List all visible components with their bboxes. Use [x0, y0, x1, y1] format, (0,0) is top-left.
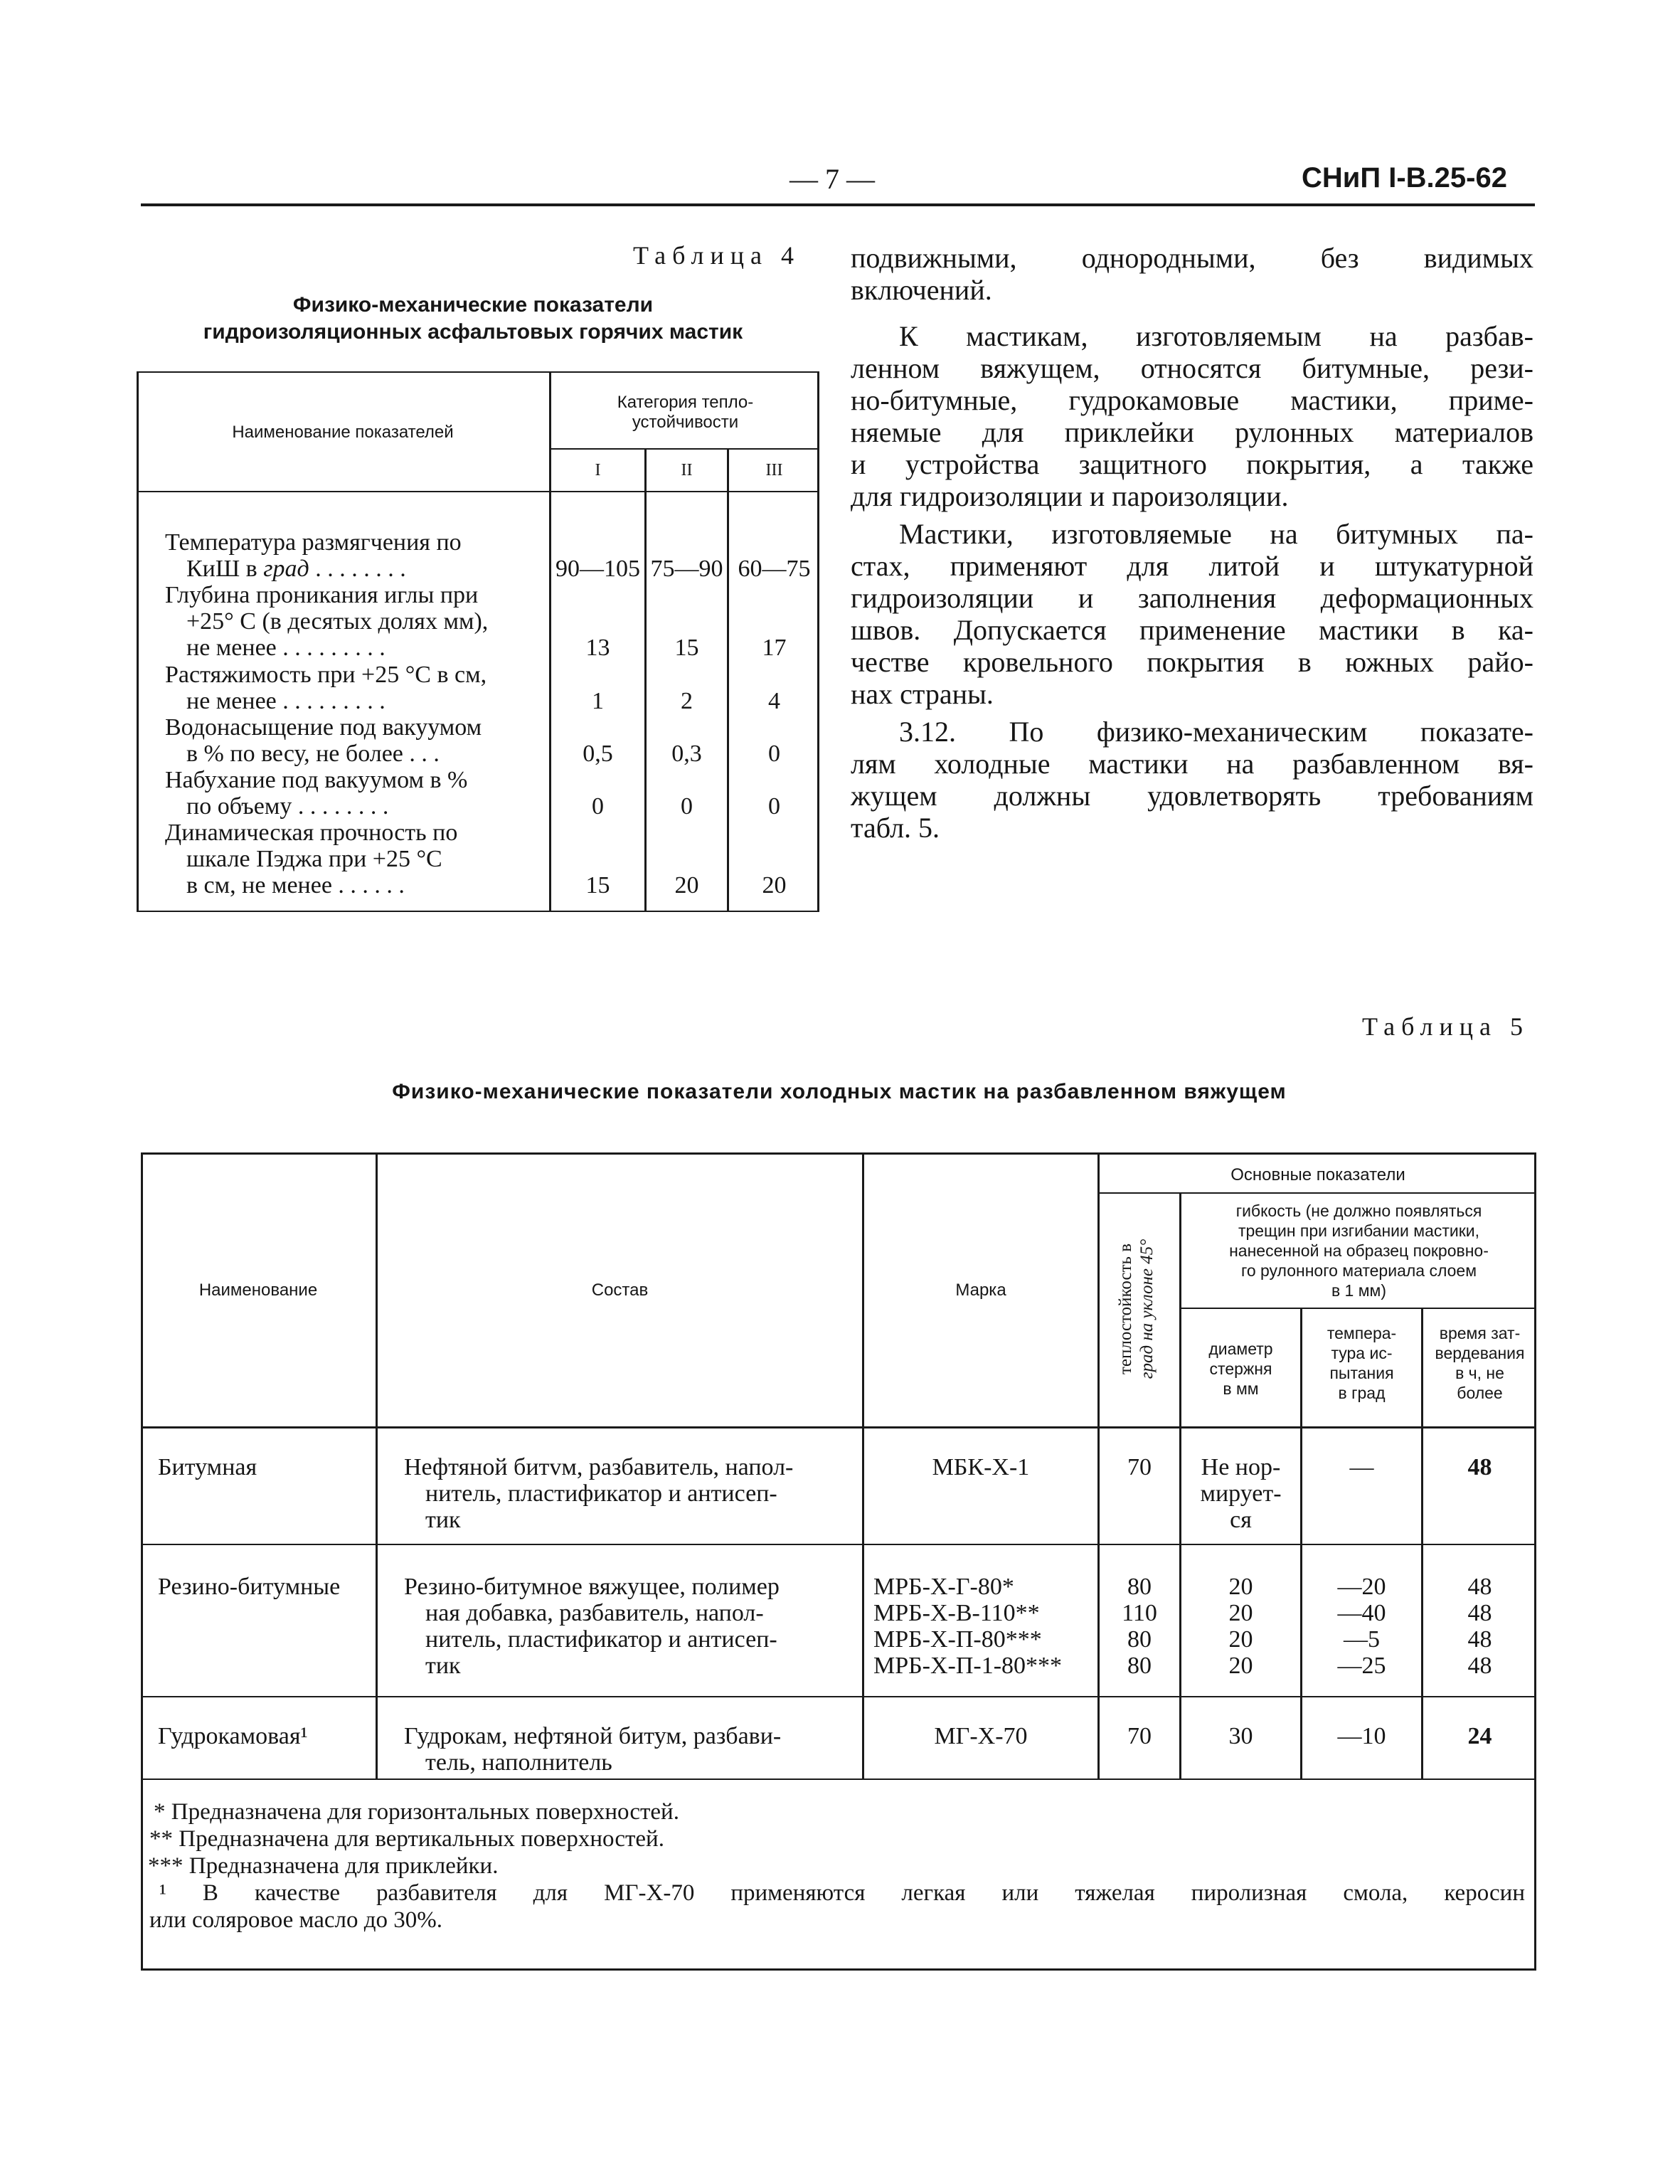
table5-row-composition: Гудрокам, нефтяной битум, разбави- тель, наполнитель: [404, 1723, 782, 1776]
table5-col-brand: Марка: [955, 1281, 1006, 1300]
table4-cell: 13: [585, 635, 610, 661]
table4-cat-3: III: [765, 461, 783, 479]
footnote: *** Предназначена для приклейки.: [148, 1853, 499, 1879]
header-rule: [141, 203, 1535, 206]
table5-col-flex: гибкость (не должно появляться трещин при изгибании мастики, нанесенной на образец покровно- го рулонного материала слоем в 1 мм): [1229, 1202, 1489, 1300]
table5-row-heat: 70: [1127, 1454, 1152, 1480]
table4-cell: 0,5: [583, 741, 613, 767]
table5-row-brand: МГ-Х-70: [934, 1723, 1028, 1749]
table5-row-name: Резино-битумные: [158, 1574, 341, 1600]
paragraph-continued: подвижными, однородными, без видимых включений.: [851, 242, 1533, 306]
footnote: * Предназначена для горизонтальных поверхностей.: [154, 1799, 679, 1825]
table4-title: Физико-механические показатели гидроизоляционных асфальтовых горячих мастик: [203, 293, 743, 344]
table4-cell: 0: [768, 741, 780, 767]
table4-cell: 1: [592, 688, 604, 714]
table4-cell: 75—90: [650, 556, 723, 582]
table5-row-composition: Нефтяной битvм, разбавитель, напол- нитель, пластификатор и антисеп- тик: [404, 1454, 794, 1533]
paragraph-mastics-diluted: К мастикам, изготовляемым на разбав- ленном вяжущем, относятся битумные, рези- но-битумные, гудрокамовые мастики, приме- няемые для приклейки рулонных материалов и устройства защитного покрытия, а также для гидроизоляции и пароизоляции.: [851, 320, 1533, 512]
table4-col-group: Категория тепло- устойчивости: [617, 393, 754, 432]
table5-row-time: 24: [1467, 1723, 1492, 1749]
table4-cat-2: II: [681, 461, 693, 479]
table4-cell: 0: [768, 793, 780, 820]
table4-row-label: Набухание под вакуумом в % по объему . . . . . . . .: [165, 767, 468, 820]
table5-title: Физико-механические показатели холодных мастик на разбавленном вяжущем: [392, 1080, 1287, 1103]
table4-cat-1: I: [595, 461, 601, 479]
document-code: СНиП I-В.25-62: [1302, 162, 1507, 194]
table5-row-diameter: 20 20 20 20: [1228, 1574, 1253, 1679]
table5-row-heat: 80 110 80 80: [1122, 1574, 1157, 1679]
table5-col-temperature: темпера- тура ис- пытания в град: [1327, 1324, 1397, 1402]
footnote: или соляровое масло до 30%.: [149, 1907, 443, 1933]
table4-cell: 0,3: [671, 741, 702, 767]
table4-cell: 90—105: [555, 556, 640, 582]
table5-row-composition: Резино-битумное вяжущее, полимер ная добавка, разбавитель, напол- нитель, пластификатор и антисеп- тик: [404, 1574, 780, 1679]
table5-row-temperature: —20 —40 —5 —25: [1337, 1574, 1386, 1679]
table5-col-time: время зат- вердевания в ч, не более: [1435, 1324, 1525, 1402]
paragraph-3-12: 3.12. По физико-механическим показате- лям холодные мастики на разбавленном вя- жущем должны удовлетворять требованиям табл. 5.: [851, 716, 1533, 844]
table4-row-label: Растяжимость при +25 °С в см, не менее . . . . . . . . .: [165, 662, 487, 714]
table4-cell: 20: [762, 872, 787, 898]
table5-caption: Таблица 5: [1362, 1012, 1529, 1041]
table5-row-diameter: 30: [1228, 1723, 1253, 1749]
table4-cell: 2: [681, 688, 693, 714]
table5-col-name: Наименование: [198, 1281, 318, 1300]
table5-col-composition: Состав: [591, 1281, 649, 1300]
table4-cell: 20: [674, 872, 699, 898]
table4-row-label: Температура размягчения по КиШ в град . . . . . . . .: [165, 529, 462, 582]
table4-cell: 17: [762, 635, 787, 661]
table5-row-diameter: Не нор- мирует- ся: [1200, 1454, 1282, 1533]
footnote: ** Предназначена для вертикальных поверхностей.: [149, 1826, 664, 1852]
table4-cell: 4: [768, 688, 780, 714]
table5-row-time: 48 48 48 48: [1467, 1574, 1492, 1679]
table4-cell: 0: [681, 793, 693, 820]
paragraph-mastics-pastes: Мастики, изготовляемые на битумных па- стах, применяют для литой и штукатурной гидроизоляции и заполнения деформационных швов. Допускается применение мастики в ка- честве кровельного покрытия в южных райо- нах страны.: [851, 518, 1533, 710]
table4-cell: 15: [674, 635, 699, 661]
table5: [141, 1152, 1536, 1971]
table5-row-name: Битумная: [158, 1454, 257, 1480]
table4-cell: 15: [585, 872, 610, 898]
table4-cell: 60—75: [738, 556, 811, 582]
table4: [137, 371, 819, 912]
table5-row-heat: 70: [1127, 1723, 1152, 1749]
table5-row-temperature: —10: [1337, 1723, 1386, 1749]
table5-col-diameter: диаметр стержня в мм: [1208, 1340, 1273, 1398]
table4-caption: Таблица 4: [633, 241, 800, 270]
table5-col-group: Основные показатели: [1230, 1165, 1405, 1184]
table5-row-brand: МРБ-Х-Г-80* МРБ-Х-В-110** МРБ-Х-П-80*** МРБ-Х-П-1-80***: [873, 1574, 1063, 1679]
footnote: ¹ В качестве разбавителя для МГ-Х-70 применяются легкая или тяжелая пиролизная смола, керосин: [159, 1880, 1525, 1906]
table4-row-label: Глубина проникания иглы при +25° С (в десятых долях мм), не менее . . . . . . . . .: [165, 582, 489, 661]
table5-row-brand: МБК-Х-1: [932, 1454, 1030, 1480]
table4-row-label: Водонасыщение под вакуумом в % по весу, не более . . .: [165, 714, 482, 767]
table4-row-label: Динамическая прочность по шкале Пэджа при +25 °С в см, не менее . . . . . .: [165, 820, 458, 898]
table4-col-name: Наименование показателей: [232, 423, 454, 442]
table5-row-temperature: —: [1349, 1454, 1374, 1480]
table5-row-time: 48: [1467, 1454, 1492, 1480]
table5-row-name: Гудрокамовая¹: [158, 1723, 308, 1749]
table4-cell: 0: [592, 793, 604, 820]
table5-col-heat: теплостойкость в град на уклоне 45°: [1116, 1239, 1157, 1379]
page-number: — 7 —: [790, 163, 875, 195]
